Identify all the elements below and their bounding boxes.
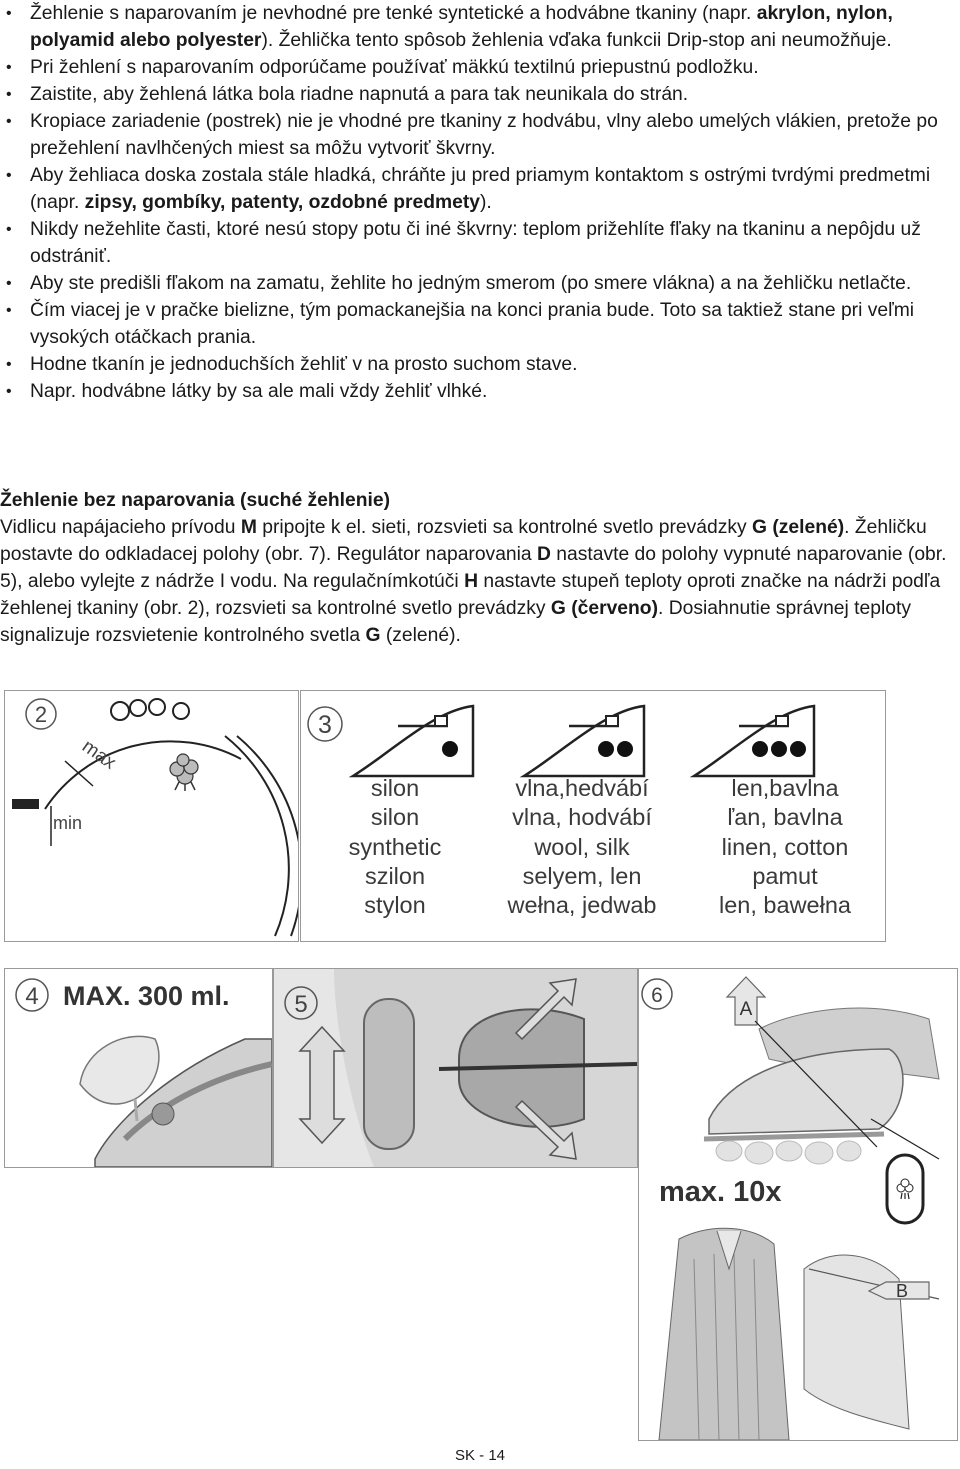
shirt bbox=[659, 1228, 789, 1440]
bullet-item bbox=[0, 270, 960, 297]
iron-icon-1 bbox=[353, 706, 473, 776]
temperature-dial-drawing bbox=[5, 691, 298, 941]
fabric-name: len,bavlna bbox=[731, 775, 839, 801]
dot-marker-4 bbox=[173, 703, 189, 719]
section-body bbox=[0, 514, 958, 649]
text-run: Čím viacej je v pračke bielizne, tým pomackanejšia na konci prania bude. Toto sa taktiež stane pri veľmi vysokých otáčkach prania. bbox=[30, 300, 915, 348]
text-run: Pri žehlení s naparovaním odporúčame používať mäkkú textilnú priepustnú podložku. bbox=[30, 57, 759, 78]
measuring-cup bbox=[80, 1036, 159, 1104]
fabric-name: synthetic bbox=[348, 833, 442, 860]
fabric-name: silon bbox=[370, 804, 420, 831]
bullet-item bbox=[0, 108, 960, 162]
text-run: ). Žehlička tento spôsob žehlenia vďaka funkcii Drip-stop ani neumožňuje. bbox=[261, 30, 892, 51]
bullet-item bbox=[0, 54, 960, 81]
bold-text: M bbox=[240, 517, 257, 538]
fabric-name: wool, silk bbox=[534, 833, 630, 860]
fabric-name: pamut bbox=[752, 862, 818, 889]
text-run: Hodne tkanín je jednoduchších žehliť v na prosto suchom stave. bbox=[30, 354, 578, 375]
steam-cloud bbox=[716, 1141, 861, 1164]
dot-marker-2 bbox=[130, 700, 146, 716]
text-run: Aby žehliaca doska zostala stále hladká, chráňte ju pred priamym kontaktom s ostrými tvrdými predmetmi (napr. bbox=[30, 165, 931, 213]
bold-text: G (zelené) bbox=[752, 517, 845, 538]
max-shots-caption: max. 10x bbox=[659, 1176, 782, 1208]
text-run: Aby ste predišli fľakom na zamatu, žehlite ho jedným smerom (po smere vlákna) a na žehličku netlačte. bbox=[30, 273, 912, 294]
figure-2-temperature-dial bbox=[4, 690, 299, 942]
text-run: . Žehličku postavte do odkladacej polohy (obr. 7). Regulátor naparovania bbox=[0, 517, 927, 565]
bold-text: H bbox=[464, 571, 478, 592]
bullet-list bbox=[0, 0, 960, 405]
figure-number: 3 bbox=[318, 711, 332, 739]
fabric-name: stylon bbox=[364, 892, 426, 919]
fabric-name: vlna,hedvábí bbox=[515, 775, 649, 801]
text-run: nastavte do polohy vypnuté naparovanie (obr. 5), alebo vylejte z nádrže I vodu. Na regulačnímkotúči bbox=[0, 544, 947, 592]
bold-text: D bbox=[537, 544, 551, 565]
steam-regulator-drawing bbox=[274, 969, 637, 1167]
shot-of-steam-drawing bbox=[639, 969, 957, 1440]
dot-marker-3 bbox=[149, 699, 165, 715]
fabric-name: linen, cotton bbox=[721, 833, 849, 860]
figure-number: 5 bbox=[294, 991, 308, 1018]
text-run: Vidlicu napájacieho prívodu bbox=[0, 517, 241, 538]
dial-pointer-mark bbox=[12, 799, 39, 809]
figure-number: 4 bbox=[25, 983, 39, 1010]
figure-number: 6 bbox=[651, 984, 663, 1007]
text-run: Napr. hodvábne látky by sa ale mali vždy žehliť vlhké. bbox=[30, 381, 488, 402]
bullet-item bbox=[0, 0, 960, 54]
iron-upright bbox=[804, 1255, 909, 1429]
fabric-column-2 bbox=[482, 774, 682, 920]
label-a: A bbox=[739, 999, 753, 1020]
bold-text: akrylon, nylon, polyamid alebo polyester bbox=[30, 3, 893, 51]
fabric-name: vlna, hodvábí bbox=[512, 804, 652, 831]
fabric-name: len, bawełna bbox=[719, 892, 851, 919]
section-title: Žehlenie bez naparovania (suché žehlenie) bbox=[0, 490, 391, 511]
bullet-item bbox=[0, 297, 960, 351]
bullet-item bbox=[0, 162, 960, 216]
figure-4-filling-water bbox=[4, 968, 273, 1168]
steam-symbol-icon bbox=[170, 754, 198, 791]
dot-marker-1 bbox=[111, 702, 129, 720]
bold-text: zipsy, gombíky, patenty, ozdobné predmety bbox=[84, 192, 480, 213]
fabric-name: selyem, len bbox=[522, 862, 642, 889]
label-b: B bbox=[895, 1281, 909, 1301]
figure-5-steam-regulator bbox=[273, 968, 638, 1168]
dry-ironing-section bbox=[0, 487, 958, 649]
bold-text: G bbox=[365, 625, 381, 646]
fabric-column-1 bbox=[323, 774, 467, 920]
figure-number: 2 bbox=[34, 702, 48, 727]
fabric-name: szilon bbox=[364, 862, 426, 889]
text-run: Zaistite, aby žehlená látka bola riadne napnutá a para tak neunikala do strán. bbox=[30, 84, 689, 105]
regulator-slot bbox=[364, 999, 414, 1149]
dial-arc bbox=[45, 741, 241, 809]
bullet-item bbox=[0, 351, 960, 378]
figure-6-shot-of-steam bbox=[638, 968, 958, 1441]
fabric-column-3 bbox=[692, 774, 878, 920]
text-run: Žehlenie s naparovaním je nevhodné pre tenké syntetické a hodvábne tkaniny (napr. bbox=[30, 3, 757, 24]
page-footer: SK - 14 bbox=[454, 1447, 506, 1464]
bold-text: G (červeno) bbox=[550, 598, 659, 619]
max-label: max bbox=[78, 735, 120, 774]
text-run: nastavte stupeň teploty oproti značke na nádrži podľa žehlenej tkaniny (obr. 2), rozsvieti sa kontrolné svetlo prevádzky bbox=[0, 571, 941, 619]
iron-icon-3 bbox=[694, 706, 814, 776]
figure-3-fabric-table bbox=[300, 690, 886, 942]
bullet-item bbox=[0, 378, 960, 405]
text-run: pripojte k el. sieti, rozsvieti sa kontrolné svetlo prevádzky bbox=[256, 517, 752, 538]
fabric-name: silon bbox=[370, 775, 420, 801]
fabric-name: wełna, jedwab bbox=[507, 892, 657, 919]
fabric-name: ľan, bavlna bbox=[727, 804, 843, 831]
filling-water-drawing bbox=[5, 969, 272, 1167]
iron-icon-2 bbox=[524, 706, 644, 776]
text-run: ). bbox=[480, 192, 492, 213]
bullet-item bbox=[0, 81, 960, 108]
bullet-item bbox=[0, 216, 960, 270]
min-label: min bbox=[53, 813, 83, 833]
text-run: Nikdy nežehlite časti, ktoré nesú stopy potu či iné škvrny: teplom prižehlíte fľaky na tkaninu a nepôjdu už odstrániť. bbox=[30, 219, 921, 267]
text-run: (zelené). bbox=[380, 625, 461, 646]
text-run: . Dosiahnutie správnej teploty signalizuje rozsvietenie kontrolného svetla bbox=[0, 598, 911, 646]
text-run: Kropiace zariadenie (postrek) nie je vhodné pre tkaniny z hodvábu, vlny alebo umelých vlákien, pretože po prežehlení navlhčených miest sa môžu vytvoriť škvrny. bbox=[30, 111, 938, 159]
max-capacity-caption: MAX. 300 ml. bbox=[63, 981, 230, 1011]
